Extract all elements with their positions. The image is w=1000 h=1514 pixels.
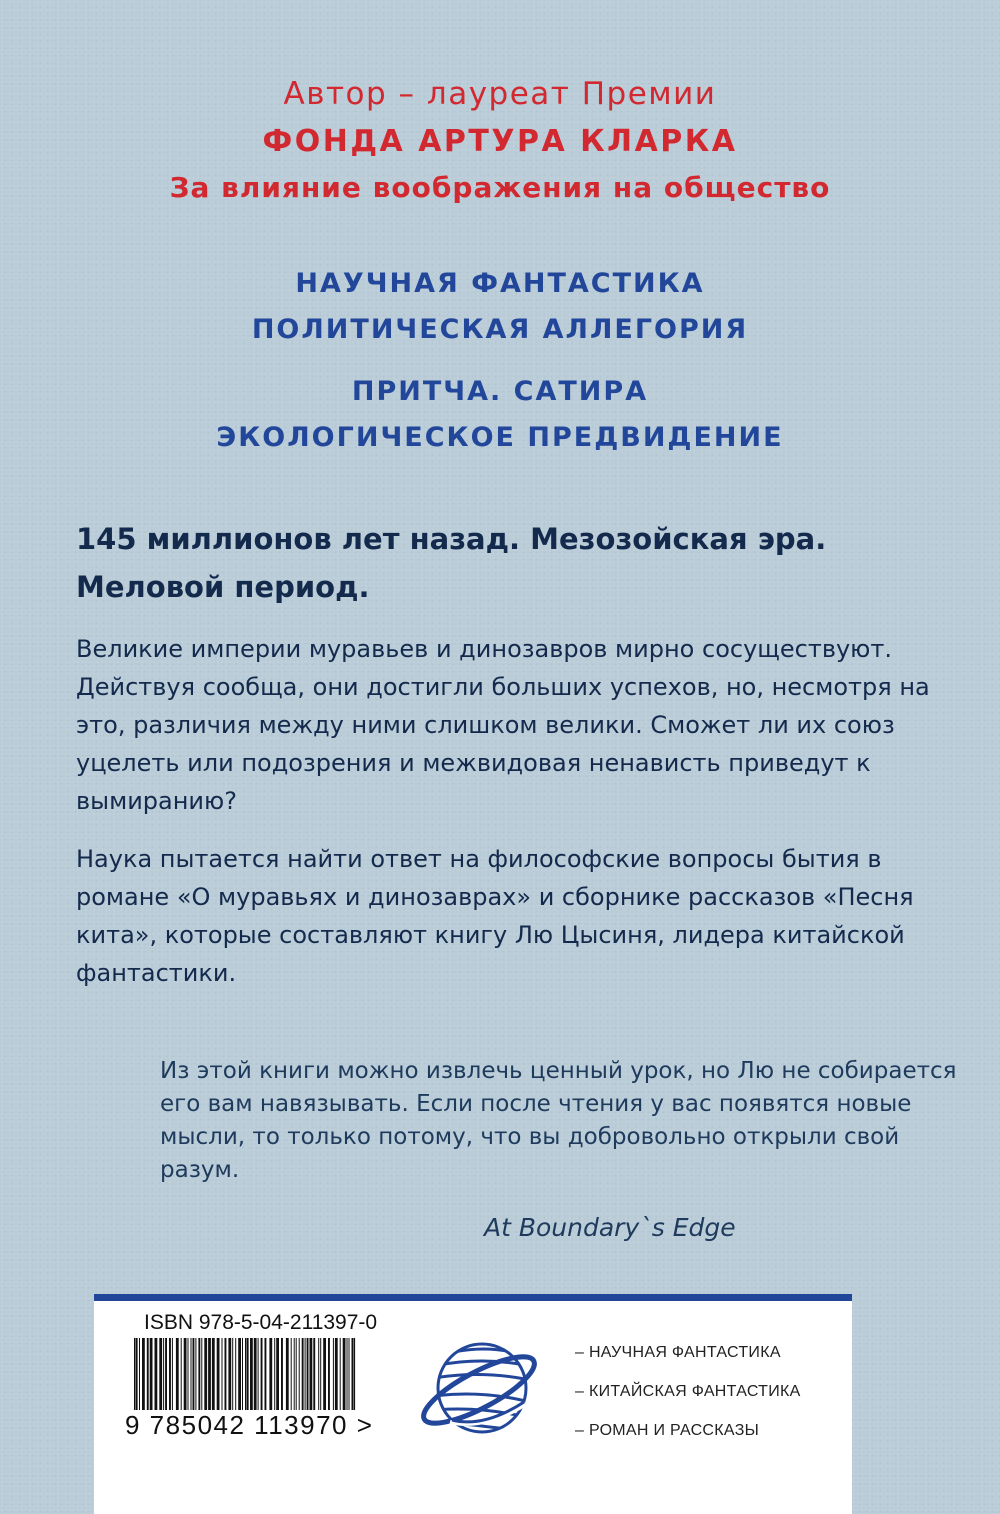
barcode-bar (204, 1338, 207, 1410)
barcode-bar (222, 1338, 223, 1410)
barcode-bar (142, 1338, 145, 1410)
barcode-bar (296, 1338, 297, 1410)
barcode-bar (269, 1338, 272, 1410)
barcode-bar (305, 1338, 306, 1410)
blurb-heading: 145 миллионов лет назад. Мезозойская эра. Меловой период. (76, 522, 827, 604)
barcode-bar (147, 1338, 149, 1410)
ringed-planet-icon (414, 1318, 544, 1458)
barcode-bar (136, 1338, 138, 1416)
barcode-bar (245, 1338, 247, 1416)
barcode-bar (313, 1338, 315, 1410)
barcode-bar (238, 1338, 241, 1410)
barcode-bar (318, 1338, 319, 1410)
barcode-bar (188, 1338, 189, 1410)
barcode-bar (261, 1338, 263, 1410)
barcode-bar (286, 1338, 289, 1410)
category-novel-stories: – РОМАН И РАССКАЗЫ (575, 1422, 760, 1439)
barcode-bar (139, 1338, 140, 1410)
barcode-bar (307, 1338, 309, 1410)
barcode-bar (258, 1338, 259, 1410)
genre-science-fiction: НАУЧНАЯ ФАНТАСТИКА (295, 268, 705, 299)
barcode-bar (320, 1338, 321, 1410)
isbn-label: ISBN 978-5-04-211397-0 (144, 1311, 378, 1334)
barcode-bar (340, 1338, 341, 1410)
barcode-bar (228, 1338, 231, 1410)
barcode-icon (130, 1338, 380, 1418)
barcode-bar (212, 1338, 215, 1410)
barcode-bar (294, 1338, 295, 1410)
category-chinese-fiction: – КИТАЙСКАЯ ФАНТАСТИКА (575, 1383, 801, 1400)
barcode-bar (235, 1338, 236, 1410)
award-intro: Автор – лауреат Премии (283, 76, 717, 112)
barcode-bar (349, 1338, 350, 1410)
genre-political-allegory: ПОЛИТИЧЕСКАЯ АЛЛЕГОРИЯ (251, 314, 749, 345)
barcode-bar (335, 1338, 338, 1410)
barcode-bar (150, 1338, 153, 1410)
barcode-bar (333, 1338, 334, 1410)
barcode-bar (354, 1338, 356, 1416)
genre-parable-satire: ПРИТЧА. САТИРА (351, 376, 649, 407)
barcode-bar (193, 1338, 195, 1410)
review-quote: Из этой книги можно извлечь ценный урок, но Лю не собирается его вам навязывать. Если после чтения у вас появятся новые мысли, то только потому, что вы добровольно открыли свой разум. (160, 1058, 957, 1183)
barcode-bar (198, 1338, 200, 1410)
barcode-bar (155, 1338, 158, 1410)
barcode-bar (169, 1338, 171, 1410)
barcode-bar (343, 1338, 346, 1410)
barcode-bar (134, 1338, 136, 1416)
barcode-bar (265, 1338, 267, 1410)
barcode-bar (184, 1338, 187, 1410)
barcode-bar (274, 1338, 275, 1410)
barcode-bar (323, 1338, 326, 1410)
barcode-bar (172, 1338, 173, 1410)
barcode-bar (302, 1338, 304, 1410)
barcode-digits: 9 785042 113970 > (125, 1410, 405, 1441)
award-fund-name: ФОНДА АРТУРА КЛАРКА (262, 124, 738, 159)
barcode-bar (254, 1338, 257, 1410)
barcode-bar (201, 1338, 202, 1410)
award-category: За влияние воображения на общество (169, 171, 831, 204)
barcode-bar (165, 1338, 167, 1410)
barcode-bar (276, 1338, 279, 1410)
blurb-paragraph-2: Наука пытается найти ответ на философские вопросы бытия в романе «О муравьях и динозаврах» и сборнике рассказов «Песня кита», которые составляют книгу Лю Цысиня, лидера китайской фантастики. (76, 845, 914, 987)
barcode-bar (191, 1338, 192, 1410)
barcode-bar (181, 1338, 182, 1410)
barcode-bar (195, 1338, 196, 1410)
barcode-bar (225, 1338, 227, 1410)
barcode-bar (347, 1338, 348, 1410)
barcode-bar (310, 1338, 313, 1410)
barcode-bar (250, 1338, 253, 1410)
barcode-bar (176, 1338, 179, 1410)
category-science-fiction: – НАУЧНАЯ ФАНТАСТИКА (575, 1344, 781, 1361)
barcode-bar (352, 1338, 354, 1416)
barcode-bar (247, 1338, 249, 1416)
review-source: At Boundary`s Edge (484, 1213, 736, 1242)
barcode-bar (281, 1338, 283, 1410)
barcode-bar (217, 1338, 220, 1410)
genre-ecological-foresight: ЭКОЛОГИЧЕСКОЕ ПРЕДВИДЕНИЕ (216, 422, 784, 453)
blurb-paragraph-1: Великие империи муравьев и динозавров мирно сосуществуют. Действуя сообща, они достигли больших успехов, но, несмотря на это, различия между ними слишком велики. Сможет ли их союз уцелеть или подозрения и межвидовая ненависть приведут к вымиранию? (76, 635, 930, 815)
barcode-bar (291, 1338, 292, 1410)
barcode-bar (208, 1338, 211, 1410)
barcode-bar (328, 1338, 330, 1410)
barcode-bar (299, 1338, 300, 1410)
barcode-bar (163, 1338, 164, 1410)
barcode-bar (232, 1338, 233, 1410)
barcode-bar (159, 1338, 162, 1410)
barcode-bar (242, 1338, 243, 1410)
